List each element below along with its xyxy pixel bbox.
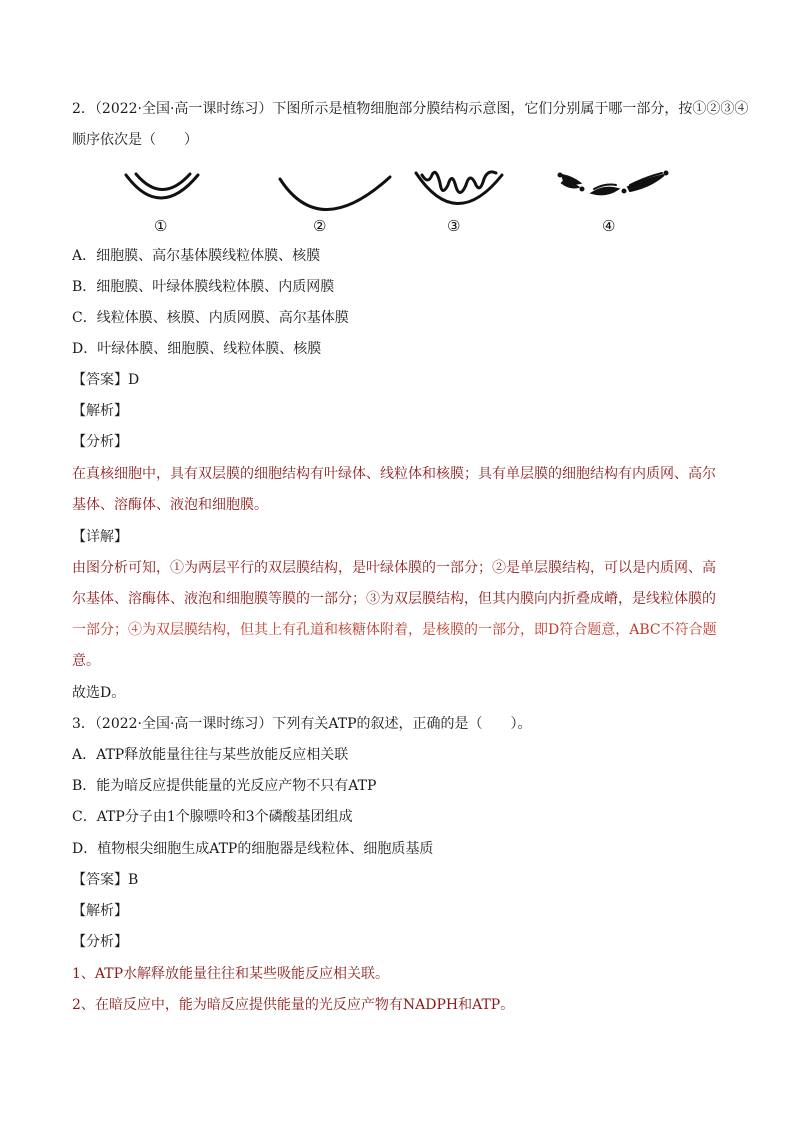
q2-analysis-title: 【解析】	[72, 403, 128, 419]
q2-stem-line1: 2．（2022·全国·高一课时练习）下图所示是植物细胞部分膜结构示意图，它们分别属于哪一部分，按①②③④	[72, 101, 749, 117]
q3-option-d: D．植物根尖细胞生成ATP的细胞器是线粒体、细胞质基质	[72, 841, 434, 857]
q2-fenxi-line2: 基体、溶酶体、液泡和细胞膜。	[72, 497, 268, 513]
q3-option-c: C．ATP分子由1个腺嘌呤和3个磷酸基团组成	[72, 809, 353, 825]
figure-1-double-membrane	[126, 174, 198, 198]
q3-analysis-title: 【解析】	[72, 903, 128, 919]
q2-conclusion: 故选D。	[72, 685, 126, 701]
membrane-structure-figure	[110, 163, 680, 238]
q2-option-a: A．细胞膜、高尔基体膜线粒体膜、核膜	[72, 248, 321, 264]
q3-fenxi-point1: 1、ATP水解释放能量往往和某些吸能反应相关联。	[72, 966, 390, 982]
q3-fenxi-point2: 2、在暗反应中，能为暗反应提供能量的光反应产物有NADPH和ATP。	[72, 997, 515, 1013]
q2-fenxi-line1: 在真核细胞中，具有双层膜的细胞结构有叶绿体、线粒体和核膜；具有单层膜的细胞结构有内质网、高尔	[72, 466, 716, 482]
figure-4-nuclear-membrane	[559, 172, 668, 195]
figure-3-mitochondrial-membrane	[416, 172, 502, 204]
q2-xiangjie-line2: 尔基体、溶酶体、液泡和细胞膜等膜的一部分；③为双层膜结构，但其内膜向内折叠成嵴，是线粒体膜的	[72, 591, 716, 607]
figure-label-3: ③	[447, 217, 461, 235]
q3-stem: 3．（2022·全国·高一课时练习）下列有关ATP的叙述，正确的是（ ）。	[72, 716, 532, 732]
q2-option-c: C．线粒体膜、核膜、内质网膜、高尔基体膜	[72, 310, 349, 326]
figure-label-1: ①	[154, 217, 168, 235]
q2-xiangjie-line4: 意。	[72, 653, 100, 669]
q2-answer: 【答案】D	[72, 372, 140, 388]
figure-label-4: ④	[602, 217, 616, 235]
q2-fenxi-title: 【分析】	[72, 434, 128, 450]
q3-fenxi-title: 【分析】	[72, 934, 128, 950]
q2-option-d: D．叶绿体膜、细胞膜、线粒体膜、核膜	[72, 341, 322, 357]
q2-stem-line2: 顺序依次是（ ）	[72, 132, 198, 148]
q2-xiangjie-line3: 一部分；④为双层膜结构，但其上有孔道和核糖体附着，是核膜的一部分，即D符合题意，ABC不符合题	[72, 622, 717, 638]
q3-option-b: B．能为暗反应提供能量的光反应产物不只有ATP	[72, 778, 377, 794]
q3-answer: 【答案】B	[72, 872, 139, 888]
q2-xiangjie-line1: 由图分析可知，①为两层平行的双层膜结构，是叶绿体膜的一部分；②是单层膜结构，可以是内质网、高	[72, 560, 716, 576]
q3-option-a: A．ATP释放能量往往与某些放能反应相关联	[72, 747, 349, 763]
q2-option-b: B．细胞膜、叶绿体膜线粒体膜、内质网膜	[72, 279, 335, 295]
q2-xiangjie-title: 【详解】	[72, 529, 128, 545]
figure-2-single-membrane	[280, 177, 390, 210]
figure-label-2: ②	[313, 217, 327, 235]
